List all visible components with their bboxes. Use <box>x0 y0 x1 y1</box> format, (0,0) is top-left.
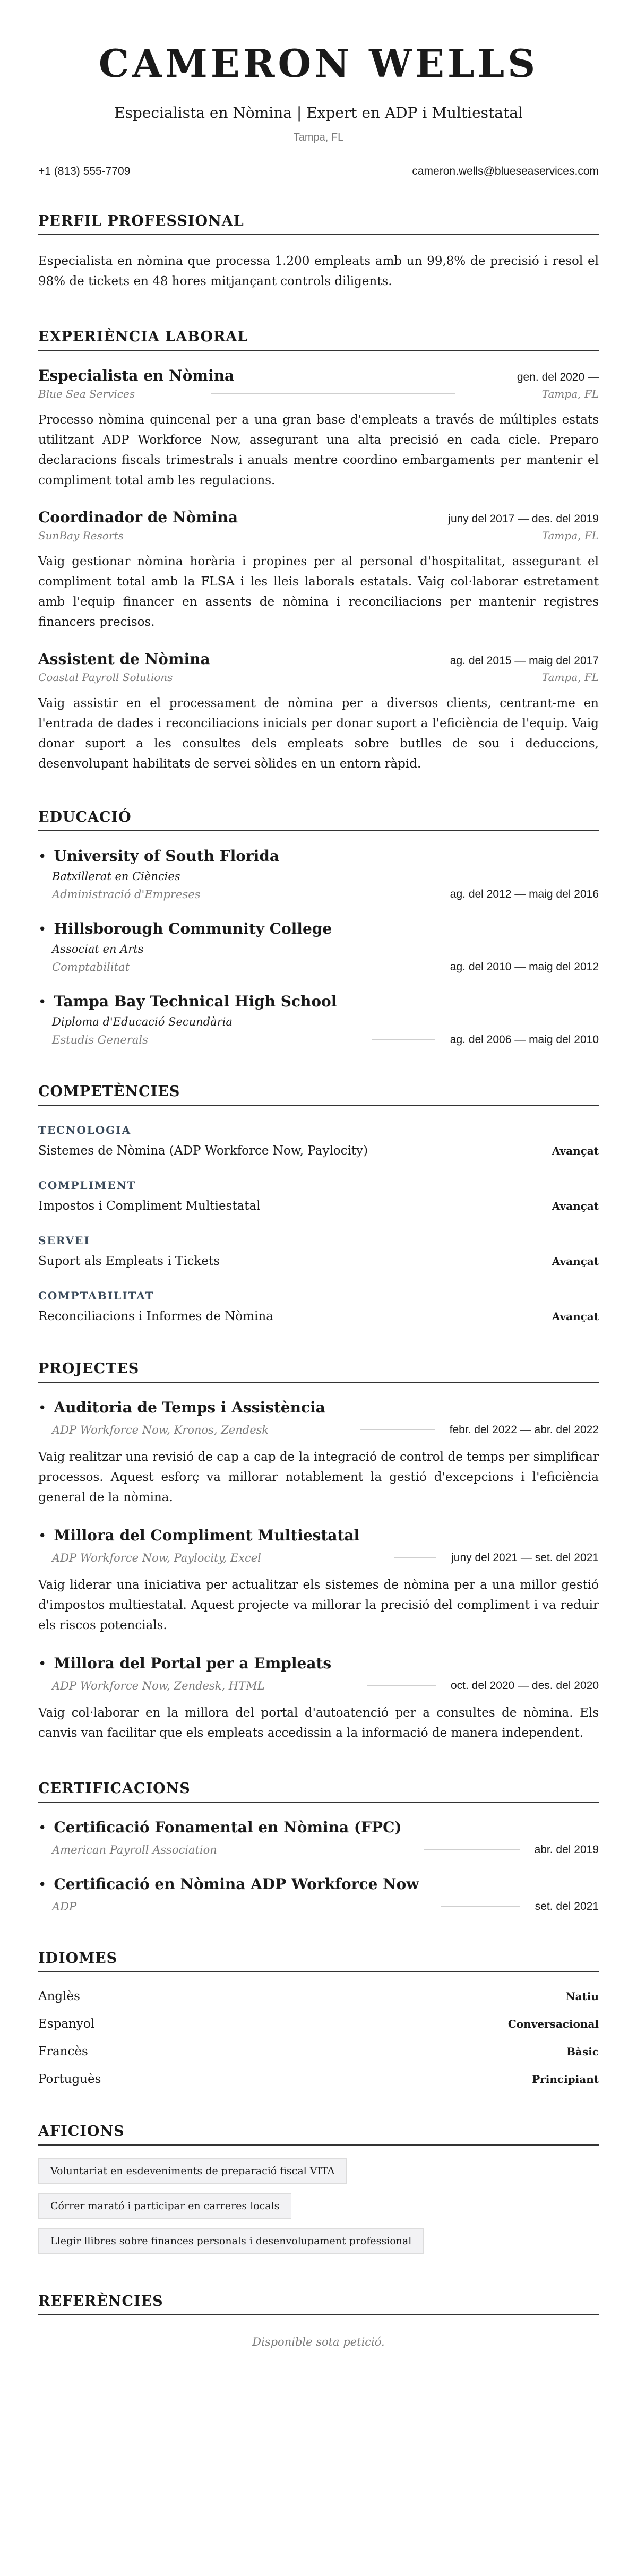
language-row <box>38 2045 599 2058</box>
field-of-study: Comptabilitat <box>52 960 130 973</box>
language-name: Espanyol <box>38 2017 95 2031</box>
project-item <box>38 1655 599 1743</box>
job-title: Coordinador de Nòmina <box>38 508 238 526</box>
job-description: Vaig gestionar nòmina horària i propines per al personal d'hospitalitat, assegurant el compliment total amb la FLSA i les lleis laborals estatals. Vaig col·laborar estretament amb l'equip financer en assents de nòmina i reconciliacions per mantenir registres financers precisos. <box>38 554 599 629</box>
language-name: Portuguès <box>38 2072 101 2086</box>
skill-level: Avançat <box>552 1254 599 1268</box>
skill-level: Avançat <box>552 1199 599 1212</box>
leader-line <box>360 1429 435 1430</box>
project-description: Vaig col·laborar en la millora del portal d'autoatenció per a consultes de nòmina. Els canvis van facilitar que els empleats accedissin a la informació de manera independent. <box>38 1705 599 1740</box>
job-dates: ag. del 2015 — maig del 2017 <box>450 654 599 667</box>
section-title-references: REFERÈNCIES <box>38 2293 599 2315</box>
language-level: Conversacional <box>507 2017 599 2030</box>
education-item <box>38 847 599 901</box>
bullet: • <box>38 1876 47 1893</box>
job-description: Vaig assistir en el processament de nòmina per a diversos clients, centrant-me en l'entrada de dades i reconciliacions inicials per donar suport a l'eficiència de l'equip. Vaig donar suport a les consultes dels empleats sobre butlles de sou i deduccions, desenvolupant habilitats de servei sòlides en un entorn ràpid. <box>38 696 599 771</box>
field-of-study: Estudis Generals <box>52 1033 148 1046</box>
education-item <box>38 993 599 1046</box>
section-title-hobbies: AFICIONS <box>38 2123 599 2146</box>
project-technologies: ADP Workforce Now, Zendesk, HTML <box>52 1679 265 1692</box>
bullet: • <box>38 1528 47 1544</box>
education-item <box>38 920 599 973</box>
certification-item <box>38 1819 599 1856</box>
certification-name: Certificació en Nòmina ADP Workforce Now <box>54 1875 419 1893</box>
leader-line <box>367 1685 436 1686</box>
section-title-projects: PROJECTES <box>38 1360 599 1383</box>
leader-line <box>441 1906 520 1907</box>
degree: Associat en Arts <box>52 942 144 955</box>
language-name: Anglès <box>38 1989 80 2003</box>
experience-section <box>38 329 599 774</box>
project-name: Millora del Compliment Multiestatal <box>54 1526 360 1544</box>
job-dates: juny del 2017 — des. del 2019 <box>448 512 599 525</box>
certifications-section <box>38 1780 599 1913</box>
hobby-list <box>38 2158 599 2263</box>
skill-category: COMPTABILITAT <box>38 1289 154 1302</box>
language-level: Natiu <box>565 1989 599 2003</box>
school-name: Hillsborough Community College <box>54 919 332 937</box>
skill-group <box>38 1124 599 1158</box>
degree: Diploma d'Educació Secundària <box>52 1015 233 1028</box>
skill-group <box>38 1289 599 1323</box>
section-title-profile: PERFIL PROFESSIONAL <box>38 213 599 235</box>
section-title-skills: COMPETÈNCIES <box>38 1083 599 1106</box>
projects-section <box>38 1360 599 1743</box>
skill-group <box>38 1234 599 1268</box>
profile-section <box>38 213 599 291</box>
certification-item <box>38 1875 599 1913</box>
project-technologies: ADP Workforce Now, Kronos, Zendesk <box>52 1423 269 1436</box>
language-row <box>38 2072 599 2086</box>
profile-text: Especialista en nòmina que processa 1.200 empleats amb un 99,8% de precisió i resol el 98% de tickets en 48 hores mitjançant controls diligents. <box>38 254 599 288</box>
job-company: Coastal Payroll Solutions <box>38 670 173 684</box>
bullet: • <box>38 994 47 1010</box>
bullet: • <box>38 848 47 865</box>
job-dates: gen. del 2020 — <box>517 371 599 383</box>
phone-number: +1 (813) 555-7709 <box>38 165 131 177</box>
candidate-tagline: Especialista en Nòmina | Expert en ADP i Multiestatal <box>114 104 523 122</box>
skill-level: Avançat <box>552 1309 599 1323</box>
certification-issuer: ADP <box>52 1900 77 1913</box>
references-text: Disponible sota petició. <box>252 2335 385 2348</box>
education-dates: ag. del 2006 — maig del 2010 <box>450 1033 599 1046</box>
leader-line <box>394 1557 436 1558</box>
project-item <box>38 1399 599 1507</box>
skills-section <box>38 1083 599 1323</box>
job-entry <box>38 367 599 490</box>
language-level: Bàsic <box>566 2045 599 2058</box>
job-location: Tampa, FL <box>541 529 599 542</box>
skill-name: Impostos i Compliment Multiestatal <box>38 1199 261 1213</box>
project-dates: juny del 2021 — set. del 2021 <box>451 1551 599 1564</box>
project-dates: febr. del 2022 — abr. del 2022 <box>449 1423 599 1436</box>
project-dates: oct. del 2020 — des. del 2020 <box>450 1679 599 1692</box>
leader-line <box>424 1849 520 1850</box>
hobby-chip: Córrer marató i participar en carreres locals <box>38 2193 291 2219</box>
job-description: Processo nòmina quincenal per a una gran base d'empleats a través de múltiples estats utilitzant ADP Workforce Now, assegurant una alta precisió en cada cicle. Preparo declaracions fiscals trimestrals i anuals mentre coordino embargaments per mantenir el compliment total amb les regulacions. <box>38 412 599 487</box>
job-location: Tampa, FL <box>541 670 599 684</box>
candidate-name: CAMERON WELLS <box>98 41 539 86</box>
project-name: Auditoria de Temps i Assistència <box>54 1398 325 1416</box>
field-of-study: Administració d'Empreses <box>52 888 201 901</box>
skill-category: COMPLIMENT <box>38 1178 136 1192</box>
job-company: Blue Sea Services <box>38 387 135 400</box>
contact-row <box>38 165 599 178</box>
section-title-languages: IDIOMES <box>38 1950 599 1972</box>
project-item <box>38 1527 599 1635</box>
skill-name: Reconciliacions i Informes de Nòmina <box>38 1309 273 1323</box>
candidate-location: Tampa, FL <box>293 131 344 143</box>
certification-name: Certificació Fonamental en Nòmina (FPC) <box>54 1818 402 1836</box>
skill-name: Suport als Empleats i Tickets <box>38 1254 220 1268</box>
languages-section <box>38 1950 599 2086</box>
education-dates: ag. del 2010 — maig del 2012 <box>450 960 599 973</box>
language-name: Francès <box>38 2044 88 2058</box>
degree: Batxillerat en Ciències <box>52 869 180 883</box>
project-technologies: ADP Workforce Now, Paylocity, Excel <box>52 1551 261 1564</box>
certification-date: set. del 2021 <box>535 1900 599 1912</box>
leader-line <box>211 393 455 394</box>
bullet: • <box>38 1400 47 1416</box>
hobby-chip: Voluntariat en esdeveniments de preparació fiscal VITA <box>38 2158 347 2184</box>
bullet: • <box>38 1820 47 1836</box>
hobbies-section <box>38 2123 599 2263</box>
job-company: SunBay Resorts <box>38 529 124 542</box>
skill-category: SERVEI <box>38 1234 90 1247</box>
section-title-experience: EXPERIÈNCIA LABORAL <box>38 329 599 351</box>
skill-category: TECNOLOGIA <box>38 1123 132 1136</box>
references-section <box>38 2293 599 2348</box>
job-title: Assistent de Nòmina <box>38 650 210 668</box>
skill-name: Sistemes de Nòmina (ADP Workforce Now, Paylocity) <box>38 1143 368 1158</box>
school-name: University of South Florida <box>54 847 280 865</box>
hobby-chip: Llegir llibres sobre finances personals i desenvolupament professional <box>38 2228 424 2254</box>
job-entry <box>38 509 599 632</box>
school-name: Tampa Bay Technical High School <box>54 992 337 1010</box>
language-level: Principiant <box>532 2072 599 2086</box>
section-title-education: EDUCACIÓ <box>38 809 599 831</box>
education-section <box>38 809 599 1046</box>
job-location: Tampa, FL <box>541 387 599 400</box>
project-description: Vaig liderar una iniciativa per actualitzar els sistemes de nòmina per a una millor gestió d'impostos multiestatal. Aquest projecte va millorar la precisió del compliment i va reduir els riscos potencials. <box>38 1578 599 1632</box>
resume-page <box>38 0 599 2348</box>
education-dates: ag. del 2012 — maig del 2016 <box>450 888 599 900</box>
job-title: Especialista en Nòmina <box>38 366 235 384</box>
language-row <box>38 2017 599 2031</box>
language-row <box>38 1989 599 2003</box>
skill-group <box>38 1179 599 1213</box>
leader-line <box>372 1039 435 1040</box>
certification-issuer: American Payroll Association <box>52 1843 217 1856</box>
email-address: cameron.wells@blueseaservices.com <box>412 165 599 177</box>
bullet: • <box>38 1656 47 1672</box>
section-title-certifications: CERTIFICACIONS <box>38 1780 599 1803</box>
project-name: Millora del Portal per a Empleats <box>54 1654 332 1672</box>
bullet: • <box>38 921 47 937</box>
certification-date: abr. del 2019 <box>534 1843 599 1856</box>
skill-level: Avançat <box>552 1144 599 1157</box>
job-entry <box>38 650 599 774</box>
project-description: Vaig realitzar una revisió de cap a cap de la integració de control de temps per simplificar processos. Aquest esforç va millorar notablement la gestió d'excepcions i l'eficiència general de la nòmina. <box>38 1450 599 1504</box>
